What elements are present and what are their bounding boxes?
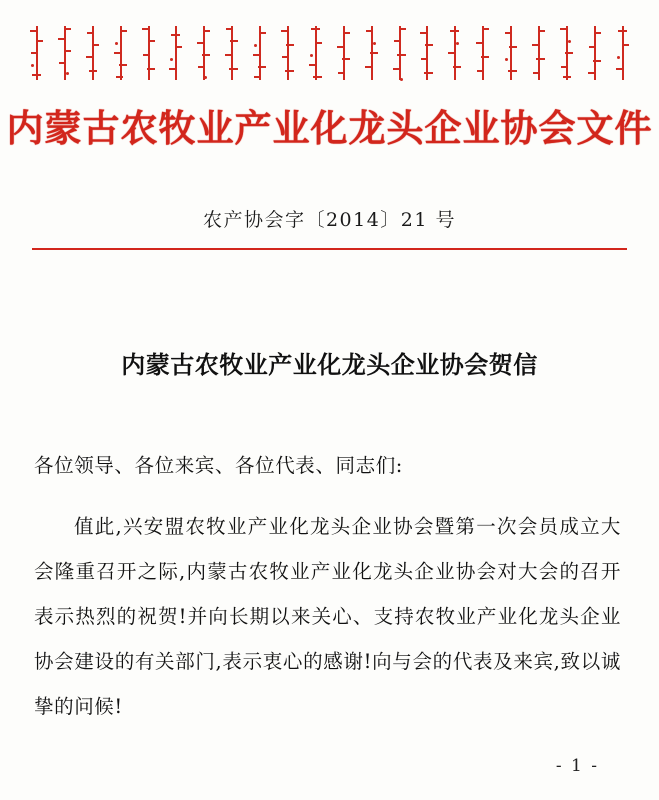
mongolian-glyph-column <box>58 24 71 82</box>
mongolian-glyph-column <box>504 24 517 82</box>
mongolian-glyph-column <box>560 24 573 82</box>
mongolian-glyph-column <box>253 24 266 82</box>
letter-title: 内蒙古农牧业产业化龙头企业协会贺信 <box>121 350 538 379</box>
mongolian-glyph-column <box>86 24 99 82</box>
mongolian-glyph-column <box>225 24 238 82</box>
page-number: - 1 - <box>555 756 599 776</box>
mongolian-glyph-column <box>616 24 629 82</box>
mongolian-glyph-column <box>476 24 489 82</box>
mongolian-glyph-column <box>169 24 182 82</box>
mongolian-glyph-column <box>448 24 461 82</box>
letter-body: 值此,兴安盟农牧业产业化龙头企业协会暨第一次会员成立大会隆重召开之际,内蒙古农牧业产业化龙头企业协会对大会的召开表示热烈的祝贺!并向长期以来关心、支持农牧业产业化龙头企业协会建设的有关部门,表示衷心的感谢!向与会的代表及来宾,致以诚挚的问候! <box>34 515 621 718</box>
mongolian-glyph-column <box>30 24 43 82</box>
mongolian-glyph-column <box>197 24 210 82</box>
red-separator-rule <box>32 248 627 250</box>
mongolian-script-banner <box>30 24 629 86</box>
mongolian-glyph-column <box>337 24 350 82</box>
mongolian-glyph-column <box>142 24 155 82</box>
masthead-title: 内蒙古农牧业产业化龙头企业协会文件 <box>6 106 653 150</box>
mongolian-glyph-column <box>309 24 322 82</box>
mongolian-glyph-column <box>420 24 433 82</box>
mongolian-glyph-column <box>393 24 406 82</box>
salutation: 各位领导、各位来宾、各位代表、同志们: <box>34 454 403 477</box>
mongolian-glyph-column <box>532 24 545 82</box>
mongolian-glyph-column <box>281 24 294 82</box>
mongolian-glyph-column <box>588 24 601 82</box>
mongolian-glyph-column <box>114 24 127 82</box>
mongolian-glyph-column <box>365 24 378 82</box>
document-number: 农产协会字〔2014〕21 号 <box>202 209 457 231</box>
